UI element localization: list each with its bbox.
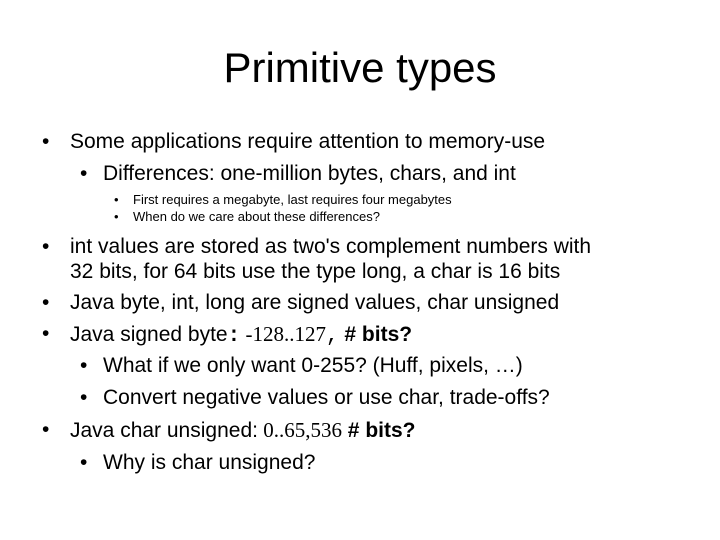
signed-byte-prefix: Java signed byte <box>70 323 228 346</box>
bullet-differences: Differences: one-million bytes, chars, and int <box>103 162 516 185</box>
bullet-marker: • <box>80 354 88 377</box>
signed-byte-colon: : <box>227 325 241 348</box>
bullet-signed-values: Java byte, int, long are signed values, char unsigned <box>70 291 560 314</box>
bullet-marker: • <box>42 130 50 153</box>
char-unsigned-bits: # bits? <box>341 419 416 442</box>
char-unsigned-prefix: Java char unsigned: <box>70 419 258 442</box>
bullet-why-char-unsigned: Why is char unsigned? <box>103 451 316 474</box>
char-unsigned-range: 0..65,536 <box>257 418 342 442</box>
bullet-only-0-255: What if we only want 0-255? (Huff, pixels, …) <box>103 354 523 377</box>
bullet-marker: • <box>114 209 119 224</box>
bullet-marker: • <box>42 291 50 314</box>
bullet-marker: • <box>80 162 88 185</box>
bullet-int-values-line1: int values are stored as two's complement numbers with <box>70 235 592 258</box>
bullet-marker: • <box>114 192 119 207</box>
bullet-marker: • <box>80 386 88 409</box>
bullet-marker: • <box>42 235 50 258</box>
slide-title: Primitive types <box>223 44 497 91</box>
bullet-marker: • <box>42 322 50 345</box>
signed-byte-comma: , <box>325 325 339 348</box>
bullet-char-unsigned <box>70 416 415 445</box>
bullet-int-values-line2: 32 bits, for 64 bits use the type long, a char is 16 bits <box>70 260 561 283</box>
bullet-memory-use: Some applications require attention to memory-use <box>70 130 546 153</box>
bullet-when-care: When do we care about these differences? <box>133 209 380 224</box>
bullet-marker: • <box>42 418 50 441</box>
bullet-megabyte: First requires a megabyte, last requires four megabytes <box>133 192 452 207</box>
bullet-trade-offs: Convert negative values or use char, trade-offs? <box>103 386 550 409</box>
signed-byte-bits: # bits? <box>338 323 413 346</box>
signed-byte-range: -128..127 <box>240 322 326 346</box>
bullet-marker: • <box>80 451 88 474</box>
bullet-signed-byte <box>70 320 412 351</box>
